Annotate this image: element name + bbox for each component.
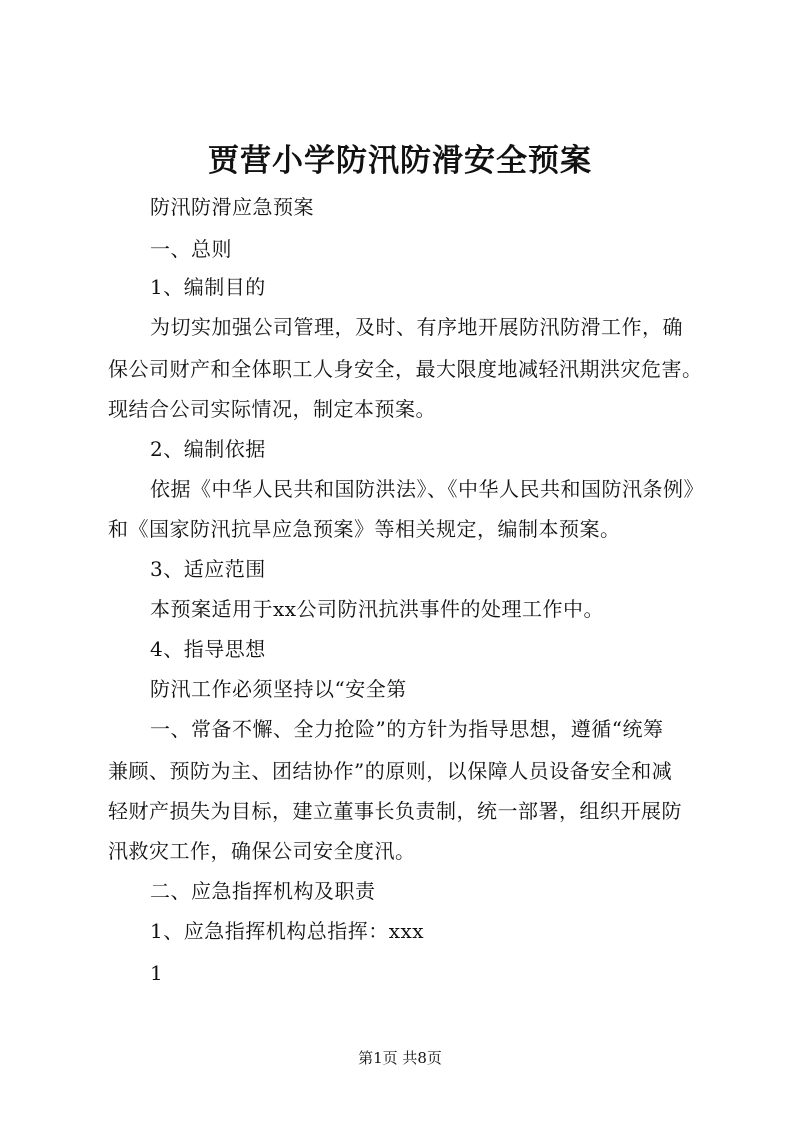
paragraph-line: 轻财产损失为目标，建立董事长负责制，统一部署，组织开展防 <box>108 799 682 823</box>
section-heading: 二、应急指挥机构及职责 <box>150 879 376 903</box>
paragraph-line: 兼顾、预防为主、团结协作”的原则，以保障人员设备安全和减 <box>108 759 673 783</box>
subsection-heading: 1、编制目的 <box>150 275 266 299</box>
page-number-footer: 第1页 共8页 <box>358 1049 442 1067</box>
paragraph-line: 防汛工作必须坚持以“安全第 <box>150 677 407 701</box>
paragraph-line: 保公司财产和全体职工人身安全，最大限度地减轻汛期洪灾危害。 <box>108 357 703 381</box>
document-title: 贾营小学防汛防滑安全预案 <box>208 143 592 179</box>
paragraph-line: 汛救灾工作，确保公司安全度汛。 <box>108 839 416 863</box>
paragraph-line: 为切实加强公司管理，及时、有序地开展防汛防滑工作，确 <box>150 315 683 339</box>
paragraph-line: 本预案适用于xx公司防汛抗洪事件的处理工作中。 <box>150 597 605 621</box>
subsection-heading: 1、应急指挥机构总指挥：xxx <box>150 919 425 943</box>
paragraph-line: 1 <box>150 961 164 985</box>
paragraph-line: 依据《中华人民共和国防洪法》、《中华人民共和国防汛条例》 <box>150 477 704 501</box>
paragraph-line: 一、常备不懈、全力抢险”的方针为指导思想，遵循“统筹 <box>150 717 664 741</box>
paragraph-line: 现结合公司实际情况，制定本预案。 <box>108 397 436 421</box>
paragraph-line: 和《国家防汛抗旱应急预案》等相关规定，编制本预案。 <box>108 517 621 541</box>
subsection-heading: 3、适应范围 <box>150 557 266 581</box>
text-line: 防汛防滑应急预案 <box>150 195 314 219</box>
subsection-heading: 4、指导思想 <box>150 637 266 661</box>
section-heading: 一、总则 <box>150 237 232 261</box>
subsection-heading: 2、编制依据 <box>150 437 266 461</box>
